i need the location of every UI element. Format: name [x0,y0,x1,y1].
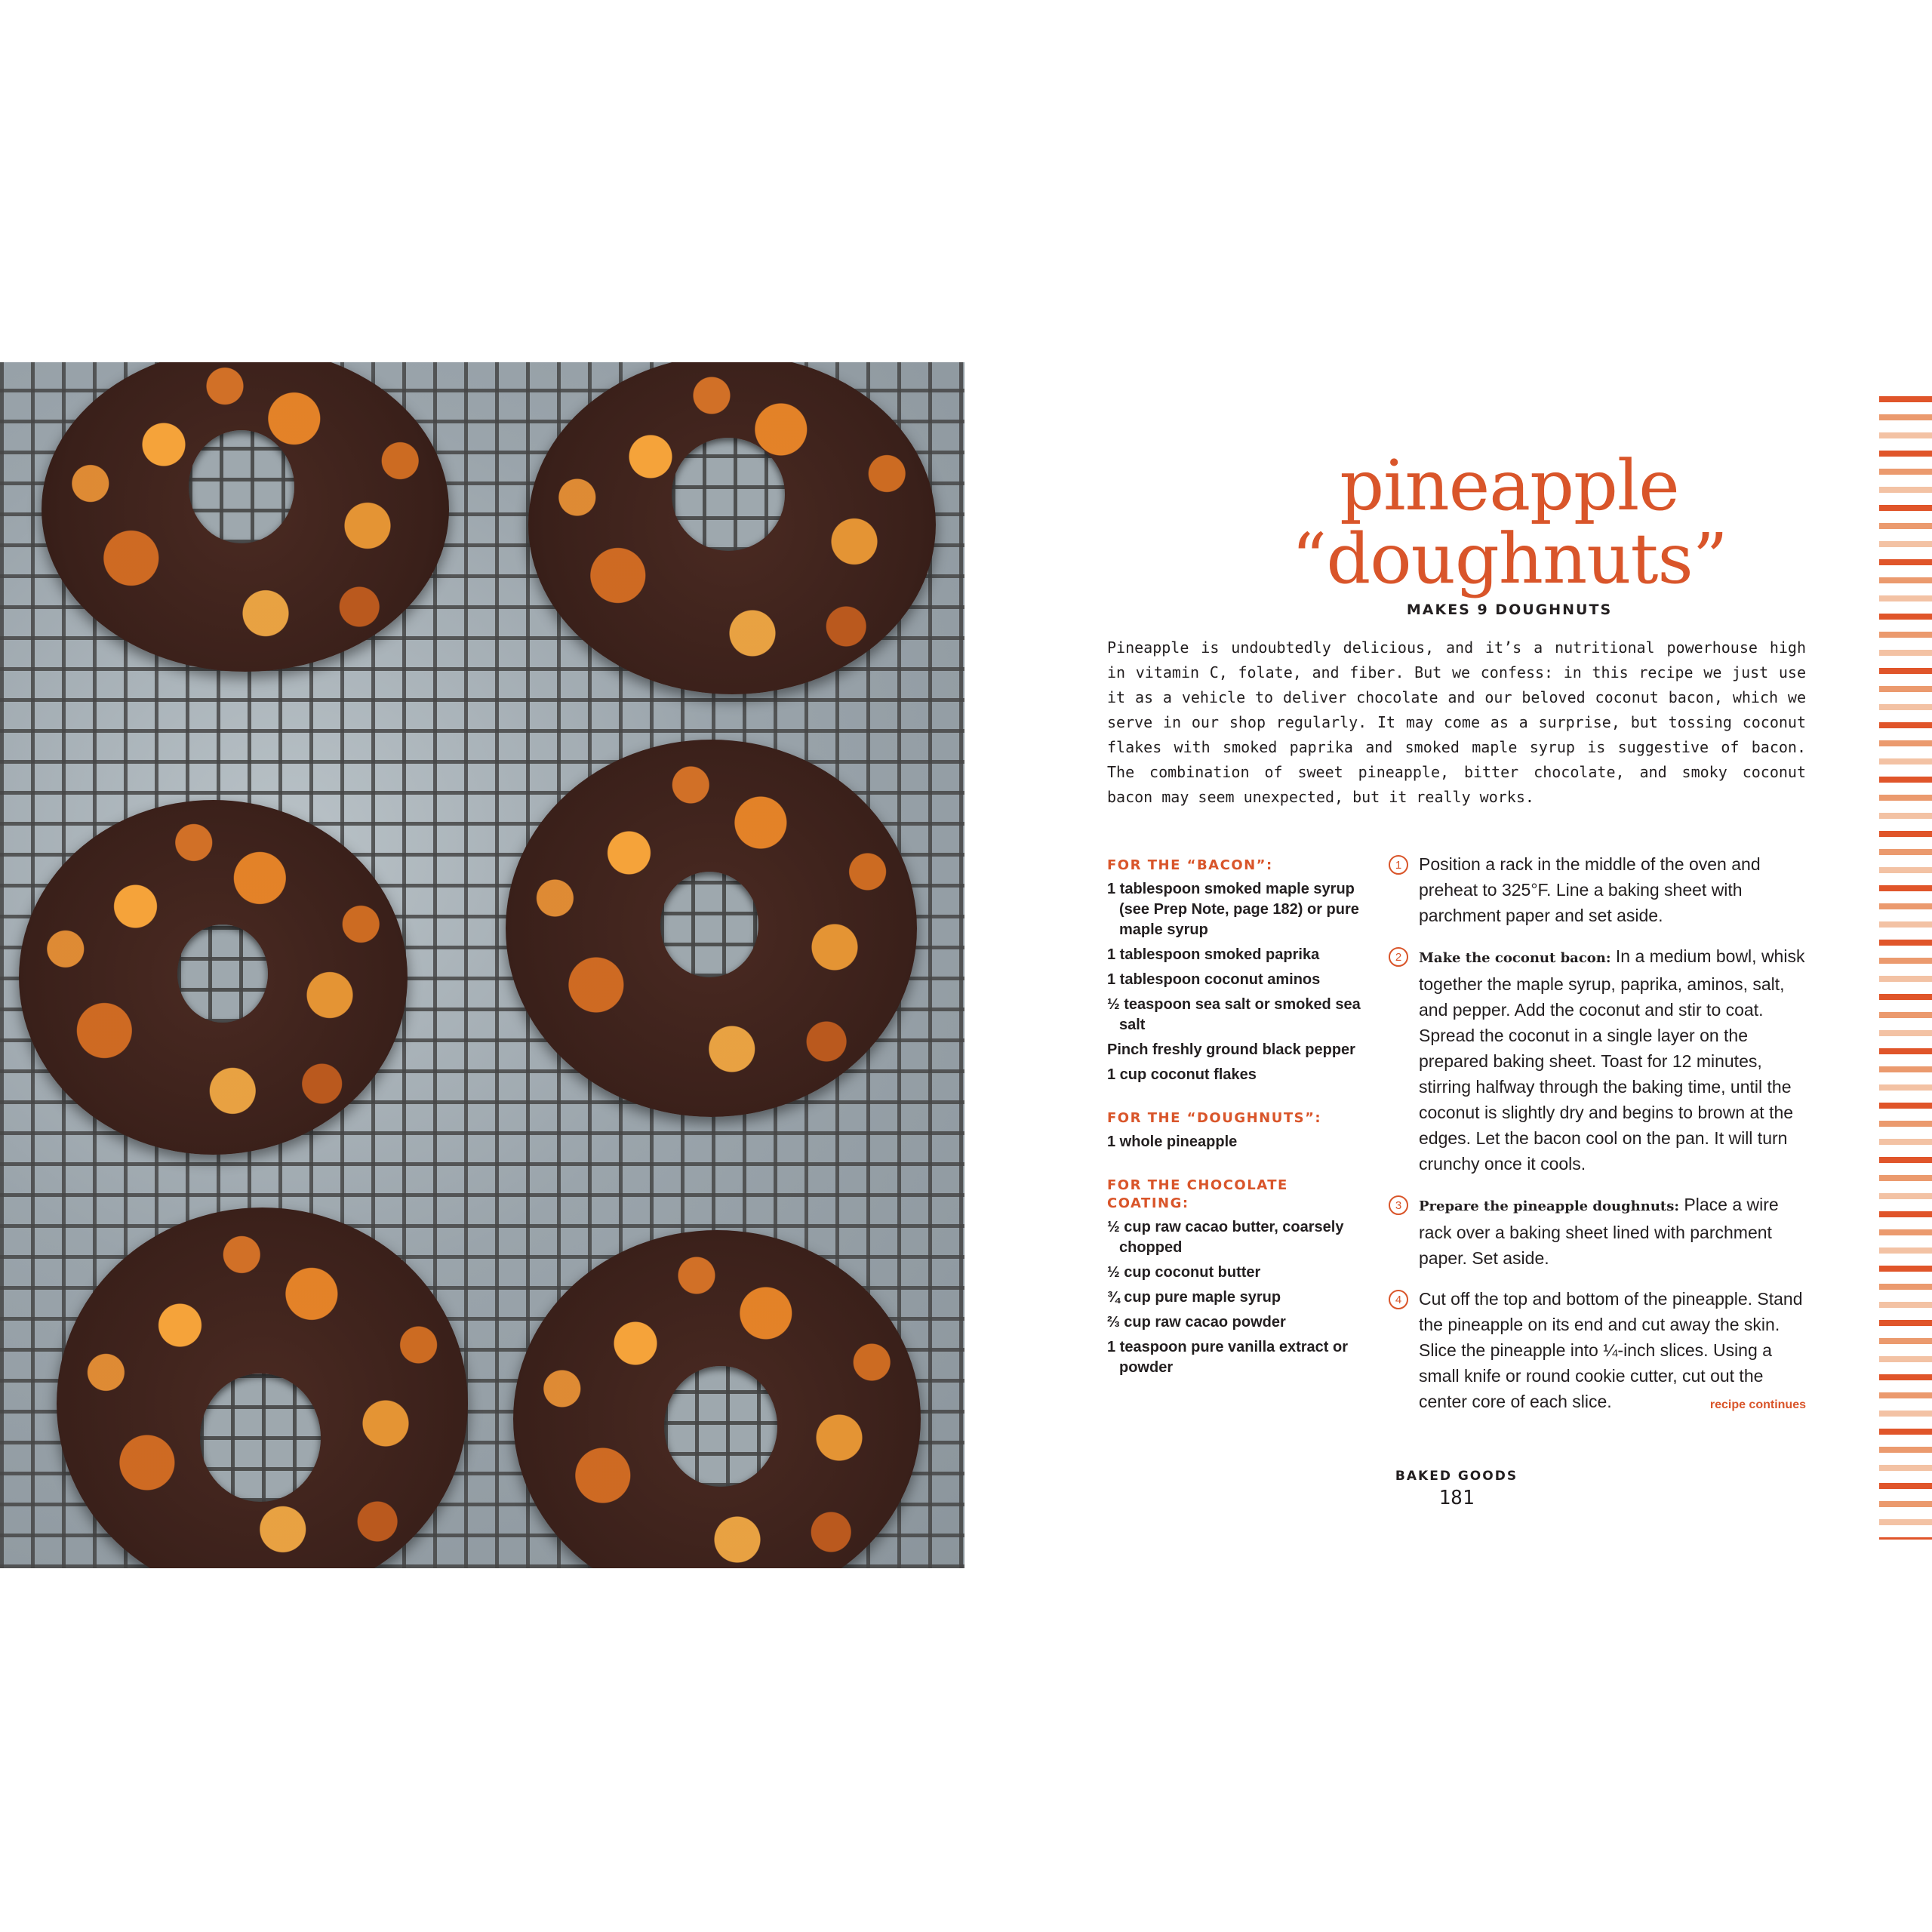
ingredient-item: ½ cup raw cacao butter, coarsely chopped [1107,1219,1344,1256]
doughnut-image [57,1208,468,1568]
step-body [1419,1286,1811,1414]
ingredient-item: 1 tablespoon smoked maple syrup (see Prep Note, page 182) or pure maple syrup [1107,881,1359,938]
ingredient-item: 1 cup coconut flakes [1107,1066,1257,1083]
step-body [1419,943,1811,1177]
doughnut-image [513,1230,921,1568]
doughnut-hole [672,438,785,551]
doughnut-hole [660,872,758,977]
ingredient-item: 1 tablespoon coconut aminos [1107,971,1321,988]
edge-stripes-decoration [1879,396,1932,1540]
ingredient-group-bacon [1107,857,1364,1085]
doughnut-hole [200,1374,321,1502]
recipe-title-line-2: “doughnuts” [1291,518,1727,599]
method-steps [1389,851,1811,1429]
ingredient-heading: FOR THE “DOUGHNUTS”: [1107,1110,1322,1126]
method-step [1389,851,1811,928]
step-lead-in: Prepare the pineapple doughnuts: [1419,1198,1680,1214]
doughnut-hole [189,430,294,543]
recipe-continues-note: recipe continues [1709,1398,1806,1411]
step-text: Place a wire rack over a baking sheet lined with parchment paper. Set aside. [1419,1195,1779,1268]
method-step [1389,1286,1811,1414]
doughnut-image [19,800,408,1155]
doughnut-image [506,740,917,1117]
step-text: In a medium bowl, whisk together the maple syrup, paprika, aminos, salt, and pepper. Add the coconut and stir to coat. Spread the coconut in a single layer on the prepared baking sheet. Toast for 12 minutes, stirring halfway through the baking time, until the coconut is slightly dry and begins to brown at the edges. Let the bacon cool on the pan. It will turn crunchy once it cools. [1419,946,1805,1174]
doughnuts-photo [0,362,964,1568]
recipe-title-line-1: pineapple [1340,445,1679,526]
ingredients-list [1107,857,1364,1402]
recipe-intro: Pineapple is undoubtedly delicious, and it’s a nutritional powerhouse high in vitamin C, folate, and fiber. But we confess: in this recipe we just use it as a vehicle to deliver chocolate and our beloved coconut bacon, which we serve in our shop regularly. It may come as a surprise, but tossing coconut flakes with smoked paprika and smoked maple syrup is suggestive of bacon. The combination of sweet pineapple, bitter chocolate, and smoky coconut bacon may seem unexpected, but it really works. [1107,638,1806,806]
step-number: 4 [1389,1290,1408,1309]
ingredient-item: 1 teaspoon pure vanilla extract or powder [1107,1339,1348,1376]
ingredient-group-doughnuts [1107,1109,1364,1152]
ingredient-group-coating [1107,1177,1364,1378]
page-number: 181 [1438,1487,1475,1509]
step-number: 2 [1389,947,1408,967]
recipe-yield: MAKES 9 DOUGHNUTS [1406,601,1613,618]
doughnut-image [42,362,449,672]
ingredient-item: ½ teaspoon sea salt or smoked sea salt [1107,996,1361,1033]
section-name: BAKED GOODS [1395,1469,1518,1484]
ingredient-item: Pinch freshly ground black pepper [1107,1041,1355,1058]
doughnut-hole [177,924,268,1023]
ingredient-heading: FOR THE “BACON”: [1107,857,1273,873]
step-body [1419,1192,1811,1271]
doughnut-image [528,362,936,694]
step-number: 3 [1389,1195,1408,1215]
step-body [1419,851,1811,928]
step-number: 1 [1389,855,1408,875]
step-lead-in: Make the coconut bacon: [1419,950,1611,966]
step-text: Cut off the top and bottom of the pineapple. Stand the pineapple on its end and cut away the skin. Slice the pineapple into ¼-inch slices. Using a small knife or round cookie cutter, cut out the center core of each slice. [1419,1289,1803,1411]
ingredient-item: 1 whole pineapple [1107,1134,1238,1150]
method-step [1389,1192,1811,1271]
step-text: Position a rack in the middle of the oven and preheat to 325°F. Line a baking sheet with parchment paper and set aside. [1419,854,1761,925]
method-step [1389,943,1811,1177]
ingredient-item: ½ cup coconut butter [1107,1264,1261,1281]
ingredient-item: 1 tablespoon smoked paprika [1107,946,1320,963]
ingredient-item: ¾ cup pure maple syrup [1107,1289,1281,1306]
ingredient-item: ⅔ cup raw cacao powder [1107,1314,1286,1331]
doughnut-hole [664,1366,777,1487]
ingredient-heading: FOR THE CHOCOLATE COATING: [1107,1177,1288,1211]
